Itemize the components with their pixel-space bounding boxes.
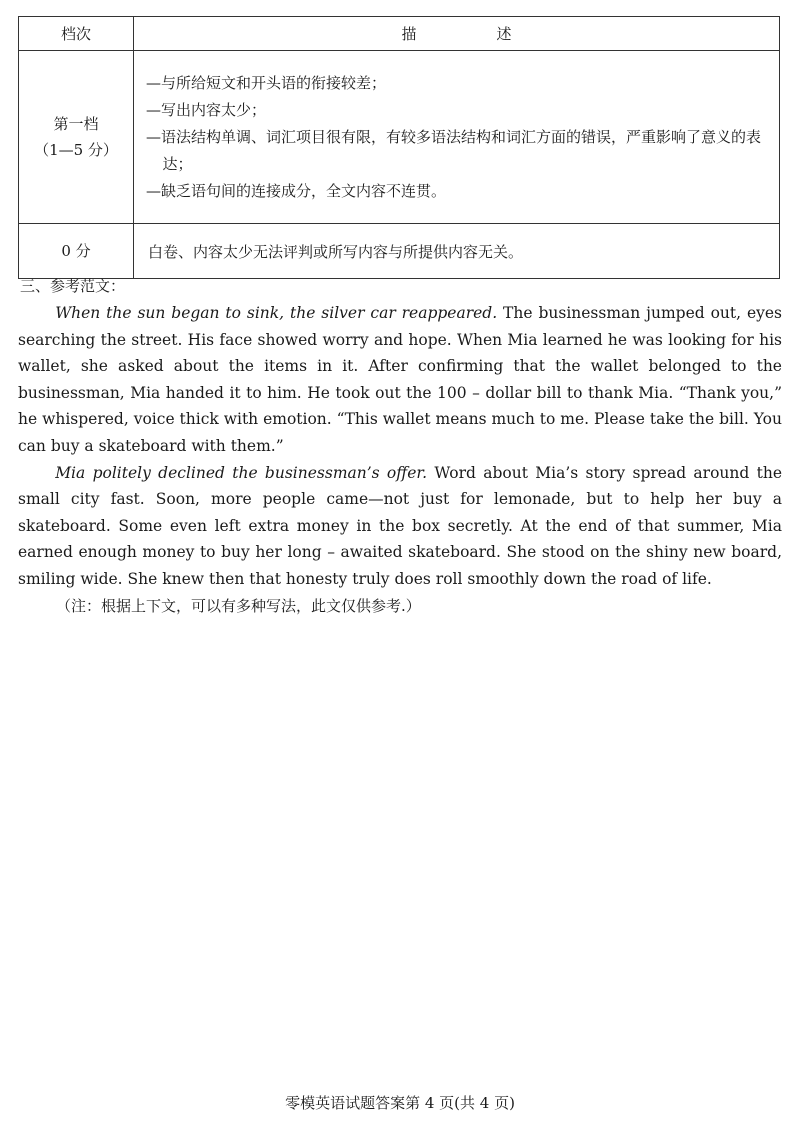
section-title: 三、参考范文： <box>20 277 126 295</box>
header-desc-right: 述 <box>496 25 512 43</box>
table-row <box>19 51 780 224</box>
criterion-item: —与所给短文和开头语的衔接较差； <box>146 73 387 92</box>
level-cell-first <box>19 51 134 224</box>
table-header-row <box>19 17 780 51</box>
level-name: 第一档 <box>53 115 99 133</box>
paragraph-lead: When the sun began to sink, the silver car reappeared. <box>55 304 498 322</box>
essay-paragraph <box>18 460 782 593</box>
essay-note: （注：根据上下文，可以有多种写法，此文仅供参考.） <box>56 597 421 615</box>
paragraph-lead: Mia politely declined the businessman’s offer. <box>55 463 428 482</box>
header-desc-left: 描 <box>401 25 417 43</box>
header-description <box>134 17 780 51</box>
essay-paragraph <box>18 300 782 460</box>
table-row <box>19 224 780 279</box>
paragraph-body: The businessman jumped out, eyes searching the street. His face showed worry and hope. When Mia learned he was looking for his wallet, she asked about the items in it. After confirming that the wallet belonged to the businessman, Mia handed it to him. He took out the 100 – dollar bill to thank Mia. “Thank you,” he whispered, voice thick with emotion. “This wallet means much to me. Please take the bill. You can buy a skateboard with them.” <box>18 304 783 455</box>
criterion-item: —写出内容太少； <box>146 100 267 119</box>
grading-rubric-table <box>18 16 780 279</box>
header-level: 档次 <box>19 17 134 51</box>
criterion-item: —语法结构单调、词汇项目很有限，有较多语法结构和词汇方面的错误，严重影响了意义的表达； <box>146 127 762 173</box>
level-cell-zero: 0 分 <box>19 224 134 279</box>
paragraph-body: Word about Mia’s story spread around the small city fast. Soon, more people came—not just for lemonade, but to help her buy a skateboard. Some even left extra money in the box secretly. At the end of that summer, Mia earned enough money to buy her long – awaited skateboard. She stood on the shiny new board, smiling wide. She knew then that honesty truly does roll smoothly down the road of life. <box>18 463 782 588</box>
description-cell-first <box>134 51 780 224</box>
criterion-item: —缺乏语句间的连接成分，全文内容不连贯。 <box>146 181 447 200</box>
page-footer: 零模英语试题答案第 4 页(共 4 页) <box>285 1094 515 1112</box>
level-range: （1—5 分） <box>34 141 118 159</box>
description-cell-zero: 白卷、内容太少无法评判或所写内容与所提供内容无关。 <box>134 224 780 279</box>
sample-essay <box>18 300 782 593</box>
